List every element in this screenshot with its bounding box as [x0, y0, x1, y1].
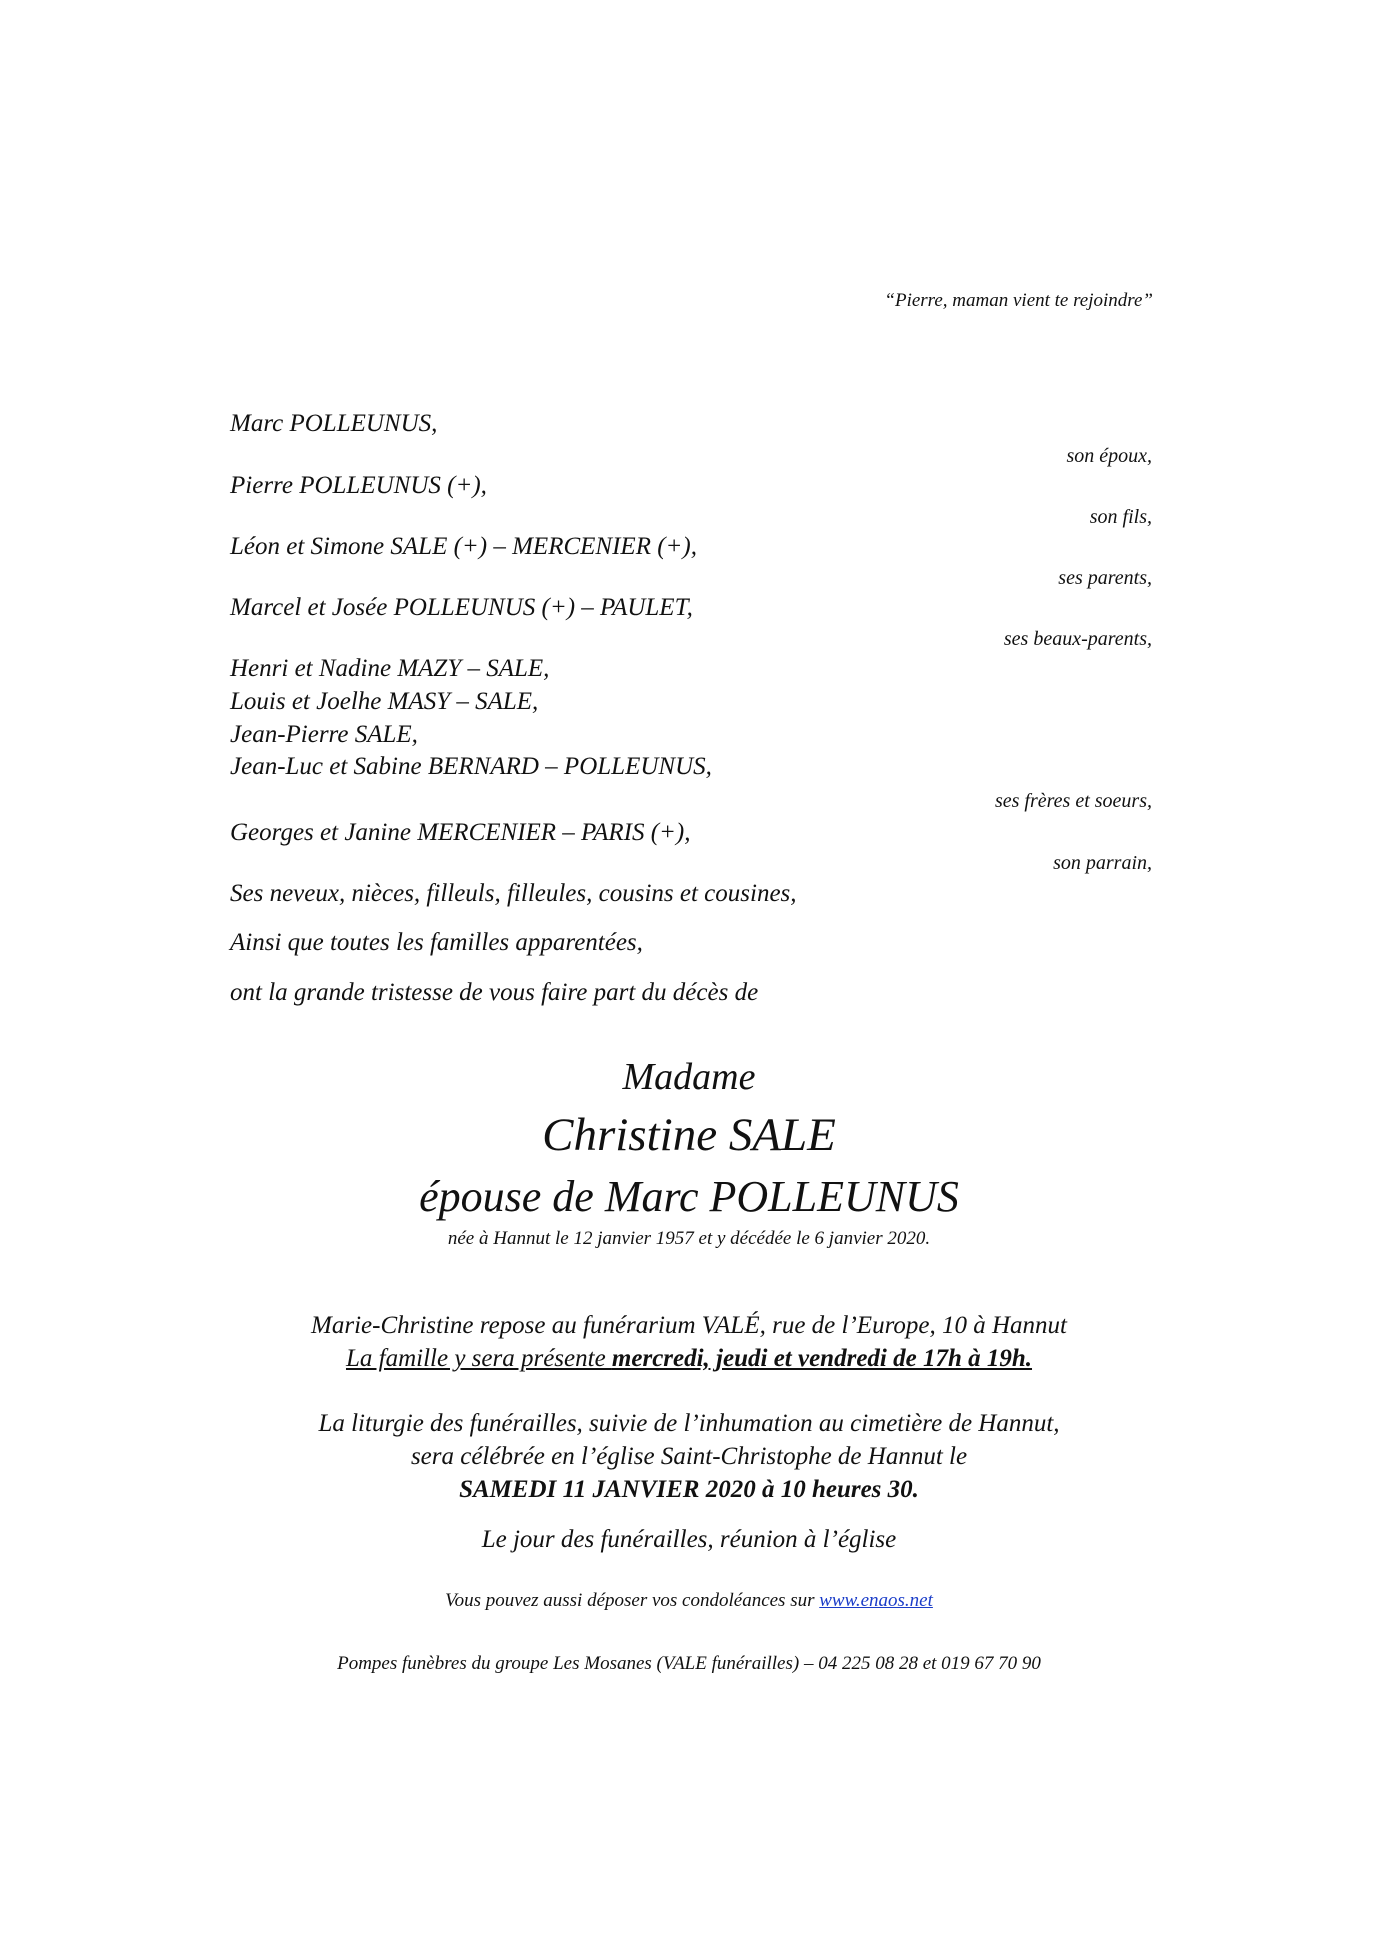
family-sibling-4: Jean-Luc et Sabine BERNARD – POLLEUNUS,: [230, 753, 712, 780]
family-godparent: Georges et Janine MERCENIER – PARIS (+),: [230, 819, 691, 846]
condolences-text: Vous pouvez aussi déposer vos condoléances sur: [445, 1590, 820, 1611]
family-sibling-3: Jean-Pierre SALE,: [230, 721, 418, 748]
family-spouse: Marc POLLEUNUS,: [230, 410, 438, 437]
epigraph: “Pierre, maman vient te rejoindre”: [884, 290, 1153, 311]
family-parents: Léon et Simone SALE (+) – MERCENIER (+),: [230, 533, 697, 560]
funeral-home-footer: Pompes funèbres du groupe Les Mosanes (VALE funérailles) – 04 225 08 28 et 019 67 70 90: [337, 1653, 1041, 1674]
deceased-dates: née à Hannut le 12 janvier 1957 et y décédée le 6 janvier 2020.: [447, 1228, 931, 1249]
visitation-times-days: mercredi, jeudi et vendredi de 17h à 19h.: [611, 1345, 1033, 1372]
role-parents: ses parents,: [1058, 567, 1152, 589]
deceased-name: Christine SALE: [542, 1109, 836, 1161]
visitation-location: Marie-Christine repose au funérarium VALÉ, rue de l’Europe, 10 à Hannut: [311, 1312, 1067, 1339]
role-in-laws: ses beaux-parents,: [1003, 628, 1152, 650]
family-sibling-1: Henri et Nadine MAZY – SALE,: [230, 655, 550, 682]
role-godparent: son parrain,: [1053, 852, 1152, 874]
role-son: son fils,: [1089, 506, 1152, 528]
funeral-date: SAMEDI 11 JANVIER 2020 à 10 heures 30.: [459, 1476, 919, 1503]
condolences-line: [0, 1590, 1378, 1612]
funeral-liturgy: La liturgie des funérailles, suivie de l’inhumation au cimetière de Hannut,: [318, 1410, 1060, 1437]
family-relatives: Ainsi que toutes les familles apparentées,: [230, 929, 643, 956]
role-siblings: ses frères et soeurs,: [994, 790, 1152, 812]
visitation-times: [0, 1345, 1378, 1373]
family-son: Pierre POLLEUNUS (+),: [230, 472, 487, 499]
family-sibling-2: Louis et Joelhe MASY – SALE,: [230, 688, 539, 715]
deceased-title: Madame: [622, 1056, 756, 1098]
family-in-laws: Marcel et Josée POLLEUNUS (+) – PAULET,: [230, 594, 693, 621]
funeral-gathering: Le jour des funérailles, réunion à l’église: [481, 1526, 897, 1553]
announcement-line: ont la grande tristesse de vous faire part du décès de: [230, 979, 759, 1006]
condolences-link[interactable]: www.enaos.net: [819, 1590, 933, 1611]
deceased-spouse: épouse de Marc POLLEUNUS: [419, 1172, 959, 1221]
visitation-times-intro: La famille y sera présente: [345, 1345, 612, 1372]
family-others: Ses neveux, nièces, filleuls, filleules, cousins et cousines,: [230, 880, 797, 907]
funeral-church: sera célébrée en l’église Saint-Christophe de Hannut le: [410, 1443, 968, 1470]
role-spouse: son époux,: [1066, 445, 1152, 467]
